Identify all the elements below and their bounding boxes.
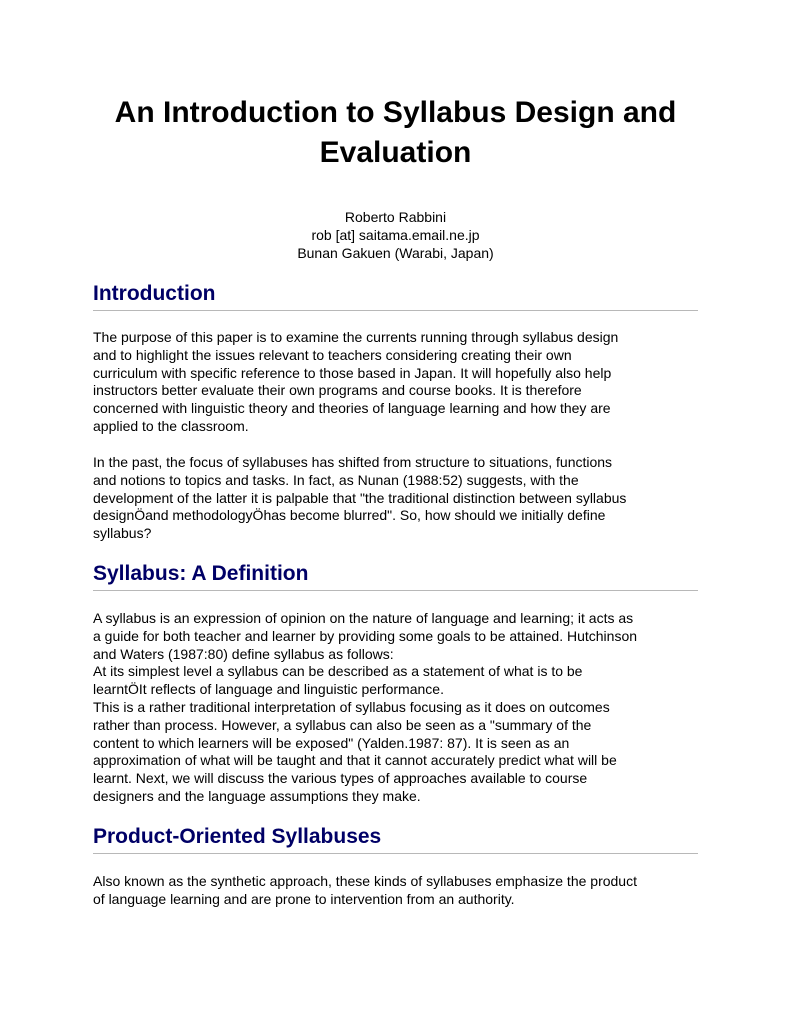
paragraph-line: A syllabus is an expression of opinion on the nature of language and learning; it acts as: [93, 610, 634, 626]
author-name: Roberto Rabbini: [344, 209, 447, 225]
product-paragraph: [93, 873, 698, 909]
paragraph-line: Also known as the synthetic approach, these kinds of syllabuses emphasize the product: [93, 873, 637, 889]
author-block: [0, 208, 791, 262]
paragraph-line: instructors better evaluate their own programs and course books. It is therefore: [93, 382, 582, 399]
title-line-2: Evaluation: [319, 136, 472, 169]
paragraph-line: rather than process. However, a syllabus can also be seen as a "summary of the: [93, 716, 592, 733]
paragraph-line: designÖand methodologyÖhas become blurred". So, how should we initially define: [93, 507, 606, 524]
paragraph-line: syllabus?: [93, 525, 152, 542]
introduction-paragraph-2: [93, 454, 698, 543]
title-line-1: An Introduction to Syllabus Design and: [114, 96, 677, 129]
section-heading-introduction: Introduction: [93, 280, 698, 311]
introduction-paragraph-1: [93, 329, 698, 436]
author-affiliation: Bunan Gakuen (Warabi, Japan): [297, 245, 494, 261]
paragraph-line: designers and the language assumptions they make.: [93, 787, 421, 804]
paragraph-line: development of the latter it is palpable that "the traditional distinction between syllabus: [93, 489, 627, 506]
paragraph-line: This is a rather traditional interpretation of syllabus focusing as it does on outcomes: [93, 698, 610, 715]
paragraph-line: and notions to topics and tasks. In fact, as Nunan (1988:52) suggests, with the: [93, 471, 579, 488]
paragraph-line: learntÖIt reflects of language and linguistic performance.: [93, 681, 444, 698]
section-heading-product: Product-Oriented Syllabuses: [93, 823, 698, 854]
paragraph-line: approximation of what will be taught and that it cannot accurately predict what will be: [93, 752, 617, 769]
definition-paragraph: [93, 610, 698, 806]
paragraph-line: The purpose of this paper is to examine the currents running through syllabus design: [93, 329, 619, 345]
paragraph-line: At its simplest level a syllabus can be described as a statement of what is to be: [93, 663, 583, 680]
paragraph-line: concerned with linguistic theory and theories of language learning and how they are: [93, 400, 611, 417]
paragraph-line: a guide for both teacher and learner by providing some goals to be attained. Hutchinson: [93, 627, 638, 644]
paragraph-line: of language learning and are prone to intervention from an authority.: [93, 890, 515, 907]
section-heading-definition: Syllabus: A Definition: [93, 560, 698, 591]
paragraph-line: applied to the classroom.: [93, 417, 249, 434]
author-email: rob [at] saitama.email.ne.jp: [311, 227, 480, 243]
paragraph-line: and to highlight the issues relevant to teachers considering creating their own: [93, 346, 572, 363]
paragraph-line: content to which learners will be exposed" (Yalden.1987: 87). It is seen as an: [93, 734, 570, 751]
paragraph-line: learnt. Next, we will discuss the various types of approaches available to course: [93, 770, 588, 787]
paragraph-line: In the past, the focus of syllabuses has shifted from structure to situations, functions: [93, 454, 613, 470]
paragraph-line: and Waters (1987:80) define syllabus as follows:: [93, 645, 394, 662]
paragraph-line: curriculum with specific reference to those based in Japan. It will hopefully also help: [93, 364, 612, 381]
document-title: [0, 93, 791, 173]
